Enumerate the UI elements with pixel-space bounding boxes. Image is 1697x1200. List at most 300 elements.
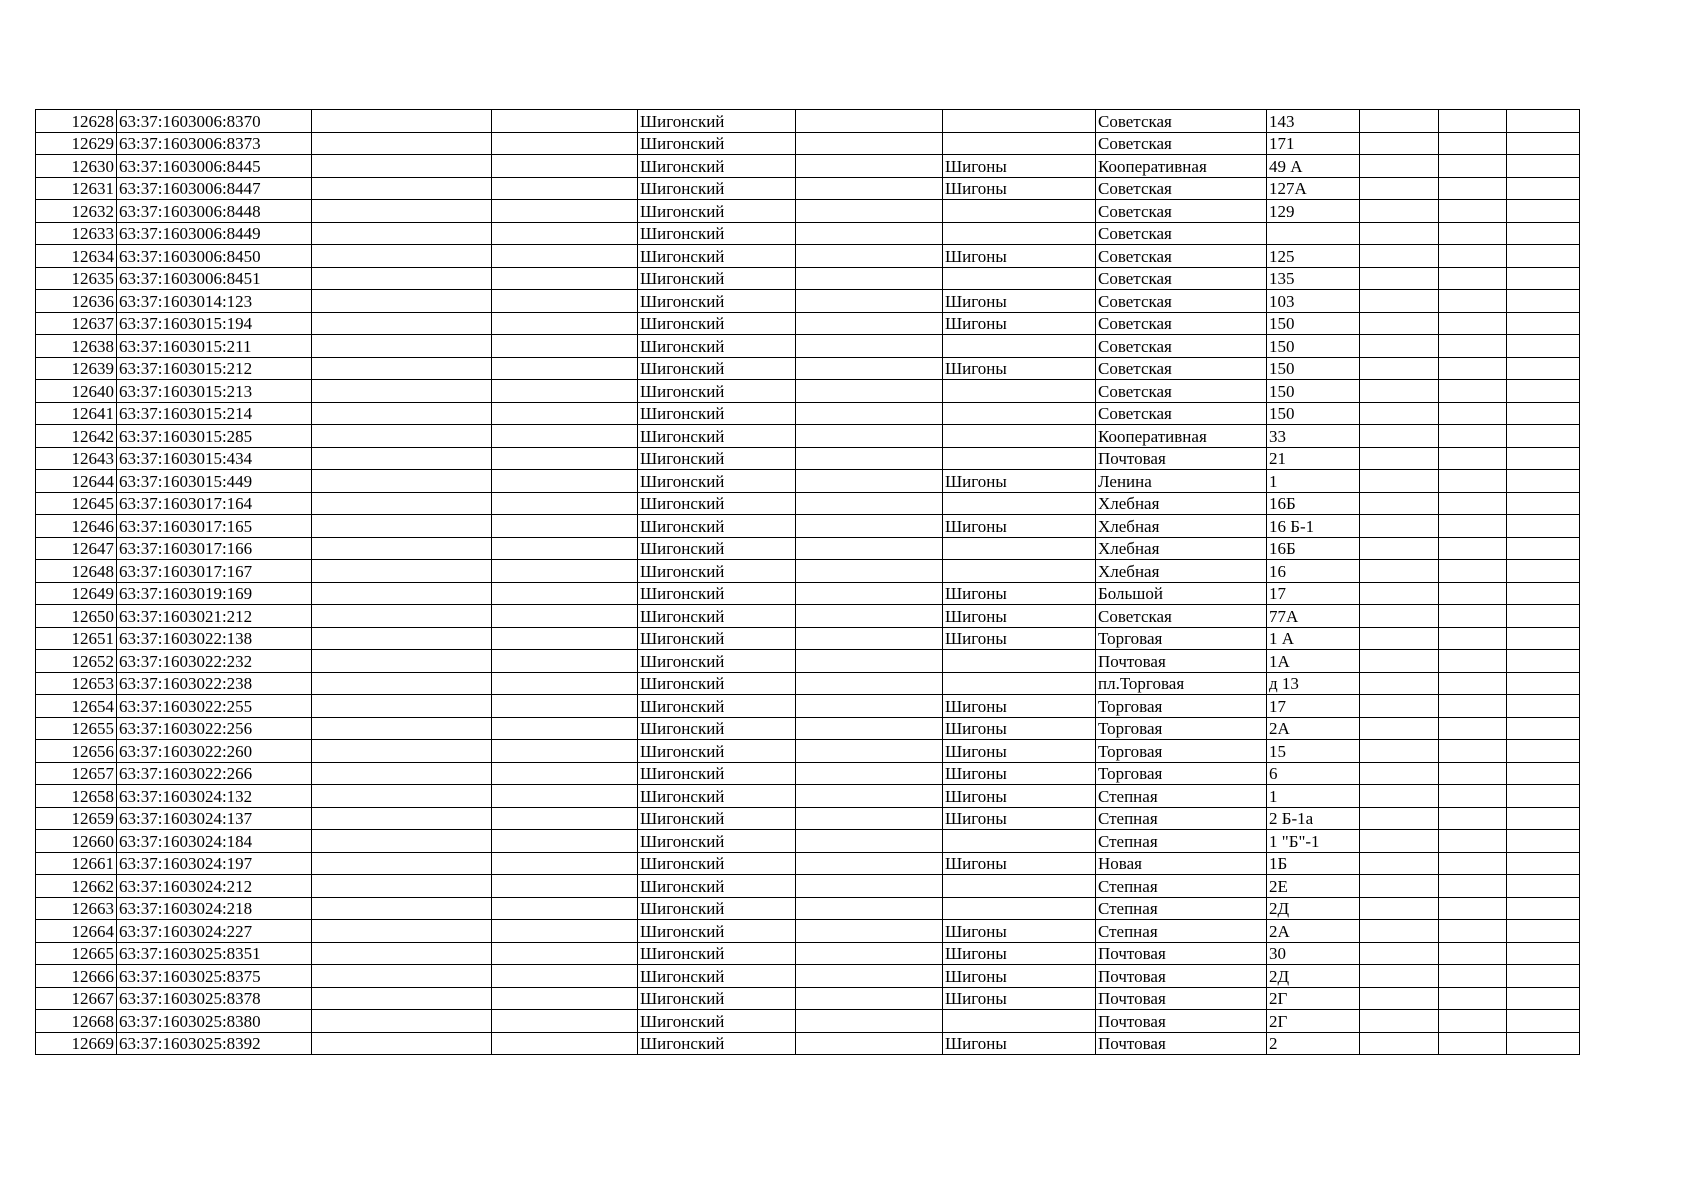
district-cell: Шигонский [638,1010,796,1033]
house-number-cell: 150 [1267,380,1360,403]
row-number-cell: 12662 [36,875,117,898]
cadastral-number-cell: 63:37:1603025:8380 [117,1010,312,1033]
blank-cell-4 [492,605,638,628]
locality-cell: Шигоны [943,155,1096,178]
blank-cell-12 [1507,942,1580,965]
table-row [36,470,1580,493]
cadastral-number-cell: 63:37:1603017:167 [117,560,312,583]
street-cell: Большой [1096,582,1267,605]
blank-cell-3 [312,627,492,650]
row-number-cell: 12644 [36,470,117,493]
table-row [36,132,1580,155]
blank-cell-11 [1439,447,1507,470]
house-number-cell: 16Б [1267,492,1360,515]
row-number-cell: 12663 [36,897,117,920]
locality-cell [943,560,1096,583]
cadastral-number-cell: 63:37:1603024:218 [117,897,312,920]
house-number-cell: 2Г [1267,1010,1360,1033]
cadastral-number-cell: 63:37:1603025:8375 [117,965,312,988]
house-number-cell: 2Е [1267,875,1360,898]
blank-cell-3 [312,807,492,830]
blank-cell-6 [796,492,943,515]
blank-cell-4 [492,695,638,718]
cadastral-number-cell: 63:37:1603024:184 [117,830,312,853]
district-cell: Шигонский [638,830,796,853]
blank-cell-6 [796,515,943,538]
table-row [36,942,1580,965]
district-cell: Шигонский [638,357,796,380]
locality-cell: Шигоны [943,627,1096,650]
blank-cell-4 [492,627,638,650]
blank-cell-6 [796,650,943,673]
house-number-cell: 150 [1267,402,1360,425]
district-cell: Шигонский [638,605,796,628]
house-number-cell: 2А [1267,920,1360,943]
row-number-cell: 12649 [36,582,117,605]
blank-cell-6 [796,695,943,718]
street-cell: Торговая [1096,762,1267,785]
locality-cell: Шигоны [943,177,1096,200]
cadastral-number-cell: 63:37:1603024:227 [117,920,312,943]
locality-cell [943,380,1096,403]
blank-cell-12 [1507,650,1580,673]
blank-cell-11 [1439,695,1507,718]
district-cell: Шигонский [638,875,796,898]
blank-cell-11 [1439,605,1507,628]
row-number-cell: 12629 [36,132,117,155]
house-number-cell: 150 [1267,312,1360,335]
blank-cell-10 [1360,785,1439,808]
row-number-cell: 12637 [36,312,117,335]
table-row [36,627,1580,650]
row-number-cell: 12646 [36,515,117,538]
cadastral-number-cell: 63:37:1603015:285 [117,425,312,448]
house-number-cell: д 13 [1267,672,1360,695]
blank-cell-4 [492,672,638,695]
blank-cell-3 [312,290,492,313]
blank-cell-12 [1507,290,1580,313]
cadastral-number-cell: 63:37:1603022:266 [117,762,312,785]
table-row [36,110,1580,133]
blank-cell-12 [1507,515,1580,538]
street-cell: Советская [1096,605,1267,628]
street-cell: Советская [1096,380,1267,403]
table-row [36,695,1580,718]
blank-cell-6 [796,717,943,740]
cadastral-number-cell: 63:37:1603015:449 [117,470,312,493]
blank-cell-12 [1507,762,1580,785]
district-cell: Шигонский [638,560,796,583]
blank-cell-3 [312,515,492,538]
district-cell: Шигонский [638,425,796,448]
district-cell: Шигонский [638,222,796,245]
street-cell: Советская [1096,357,1267,380]
cadastral-number-cell: 63:37:1603021:212 [117,605,312,628]
blank-cell-4 [492,762,638,785]
locality-cell [943,897,1096,920]
blank-cell-12 [1507,267,1580,290]
table-row [36,650,1580,673]
blank-cell-4 [492,807,638,830]
locality-cell: Шигоны [943,942,1096,965]
blank-cell-4 [492,830,638,853]
cadastral-number-cell: 63:37:1603015:212 [117,357,312,380]
blank-cell-11 [1439,492,1507,515]
locality-cell: Шигоны [943,807,1096,830]
street-cell: Торговая [1096,695,1267,718]
blank-cell-3 [312,650,492,673]
row-number-cell: 12643 [36,447,117,470]
locality-cell: Шигоны [943,965,1096,988]
blank-cell-4 [492,537,638,560]
blank-cell-11 [1439,875,1507,898]
blank-cell-11 [1439,785,1507,808]
blank-cell-3 [312,717,492,740]
table-row [36,785,1580,808]
district-cell: Шигонский [638,402,796,425]
table-row [36,582,1580,605]
blank-cell-3 [312,920,492,943]
blank-cell-4 [492,380,638,403]
row-number-cell: 12640 [36,380,117,403]
blank-cell-12 [1507,110,1580,133]
row-number-cell: 12651 [36,627,117,650]
blank-cell-3 [312,380,492,403]
blank-cell-4 [492,785,638,808]
street-cell: Новая [1096,852,1267,875]
blank-cell-10 [1360,357,1439,380]
blank-cell-10 [1360,875,1439,898]
blank-cell-3 [312,897,492,920]
cadastral-number-cell: 63:37:1603006:8447 [117,177,312,200]
blank-cell-6 [796,605,943,628]
blank-cell-3 [312,537,492,560]
house-number-cell: 150 [1267,335,1360,358]
blank-cell-6 [796,312,943,335]
blank-cell-3 [312,177,492,200]
table-row [36,1010,1580,1033]
blank-cell-4 [492,852,638,875]
street-cell: Советская [1096,290,1267,313]
street-cell: Степная [1096,897,1267,920]
district-cell: Шигонский [638,290,796,313]
blank-cell-10 [1360,110,1439,133]
cadastral-number-cell: 63:37:1603006:8451 [117,267,312,290]
blank-cell-10 [1360,290,1439,313]
locality-cell [943,1010,1096,1033]
locality-cell [943,110,1096,133]
blank-cell-3 [312,200,492,223]
cadastral-number-cell: 63:37:1603006:8448 [117,200,312,223]
locality-cell: Шигоны [943,762,1096,785]
blank-cell-12 [1507,492,1580,515]
house-number-cell: 49 А [1267,155,1360,178]
locality-cell: Шигоны [943,357,1096,380]
blank-cell-11 [1439,380,1507,403]
blank-cell-10 [1360,1032,1439,1055]
row-number-cell: 12635 [36,267,117,290]
blank-cell-4 [492,560,638,583]
street-cell: Степная [1096,785,1267,808]
house-number-cell: 2 Б-1а [1267,807,1360,830]
blank-cell-4 [492,987,638,1010]
district-cell: Шигонский [638,582,796,605]
table-row [36,312,1580,335]
street-cell: Ленина [1096,470,1267,493]
locality-cell: Шигоны [943,605,1096,628]
blank-cell-10 [1360,537,1439,560]
house-number-cell: 1Б [1267,852,1360,875]
blank-cell-6 [796,245,943,268]
row-number-cell: 12653 [36,672,117,695]
blank-cell-10 [1360,132,1439,155]
blank-cell-11 [1439,1032,1507,1055]
blank-cell-4 [492,582,638,605]
street-cell: Почтовая [1096,965,1267,988]
house-number-cell [1267,222,1360,245]
house-number-cell: 2 [1267,1032,1360,1055]
blank-cell-10 [1360,807,1439,830]
blank-cell-3 [312,830,492,853]
cadastral-number-cell: 63:37:1603019:169 [117,582,312,605]
blank-cell-4 [492,267,638,290]
blank-cell-6 [796,447,943,470]
house-number-cell: 135 [1267,267,1360,290]
blank-cell-11 [1439,402,1507,425]
table-row [36,762,1580,785]
street-cell: Советская [1096,110,1267,133]
blank-cell-6 [796,1032,943,1055]
blank-cell-3 [312,357,492,380]
cadastral-number-cell: 63:37:1603014:123 [117,290,312,313]
table-row [36,920,1580,943]
blank-cell-11 [1439,807,1507,830]
district-cell: Шигонский [638,177,796,200]
blank-cell-11 [1439,627,1507,650]
blank-cell-12 [1507,380,1580,403]
blank-cell-12 [1507,672,1580,695]
blank-cell-3 [312,222,492,245]
blank-cell-10 [1360,672,1439,695]
blank-cell-12 [1507,875,1580,898]
locality-cell: Шигоны [943,470,1096,493]
row-number-cell: 12634 [36,245,117,268]
blank-cell-10 [1360,830,1439,853]
street-cell: Советская [1096,132,1267,155]
cadastral-number-cell: 63:37:1603022:260 [117,740,312,763]
table-row [36,740,1580,763]
blank-cell-4 [492,335,638,358]
blank-cell-10 [1360,740,1439,763]
blank-cell-10 [1360,582,1439,605]
registry-table [35,109,1580,1055]
district-cell: Шигонский [638,965,796,988]
locality-cell: Шигоны [943,245,1096,268]
street-cell: Советская [1096,222,1267,245]
blank-cell-4 [492,447,638,470]
district-cell: Шигонский [638,200,796,223]
row-number-cell: 12652 [36,650,117,673]
locality-cell: Шигоны [943,582,1096,605]
table-row [36,897,1580,920]
blank-cell-3 [312,267,492,290]
row-number-cell: 12632 [36,200,117,223]
blank-cell-6 [796,402,943,425]
blank-cell-4 [492,245,638,268]
street-cell: Торговая [1096,740,1267,763]
table-row [36,425,1580,448]
blank-cell-11 [1439,357,1507,380]
house-number-cell: 127А [1267,177,1360,200]
blank-cell-10 [1360,515,1439,538]
blank-cell-12 [1507,245,1580,268]
blank-cell-11 [1439,290,1507,313]
house-number-cell: 2Д [1267,965,1360,988]
locality-cell [943,132,1096,155]
blank-cell-12 [1507,785,1580,808]
row-number-cell: 12665 [36,942,117,965]
district-cell: Шигонский [638,695,796,718]
row-number-cell: 12655 [36,717,117,740]
locality-cell [943,672,1096,695]
blank-cell-6 [796,740,943,763]
row-number-cell: 12660 [36,830,117,853]
street-cell: Почтовая [1096,447,1267,470]
blank-cell-11 [1439,110,1507,133]
locality-cell [943,492,1096,515]
blank-cell-4 [492,740,638,763]
blank-cell-6 [796,537,943,560]
locality-cell [943,402,1096,425]
table-row [36,222,1580,245]
blank-cell-6 [796,852,943,875]
house-number-cell: 2Г [1267,987,1360,1010]
blank-cell-12 [1507,222,1580,245]
district-cell: Шигонский [638,807,796,830]
district-cell: Шигонский [638,627,796,650]
street-cell: Почтовая [1096,942,1267,965]
locality-cell: Шигоны [943,717,1096,740]
blank-cell-6 [796,1010,943,1033]
house-number-cell: 103 [1267,290,1360,313]
house-number-cell: 150 [1267,357,1360,380]
cadastral-number-cell: 63:37:1603022:138 [117,627,312,650]
blank-cell-12 [1507,155,1580,178]
blank-cell-10 [1360,155,1439,178]
street-cell: Кооперативная [1096,155,1267,178]
table-row [36,830,1580,853]
blank-cell-11 [1439,335,1507,358]
street-cell: пл.Торговая [1096,672,1267,695]
blank-cell-10 [1360,425,1439,448]
street-cell: Торговая [1096,627,1267,650]
cadastral-number-cell: 63:37:1603006:8445 [117,155,312,178]
district-cell: Шигонский [638,920,796,943]
street-cell: Советская [1096,312,1267,335]
blank-cell-4 [492,492,638,515]
blank-cell-11 [1439,942,1507,965]
blank-cell-3 [312,110,492,133]
blank-cell-3 [312,1032,492,1055]
blank-cell-11 [1439,650,1507,673]
blank-cell-11 [1439,920,1507,943]
blank-cell-6 [796,222,943,245]
blank-cell-11 [1439,582,1507,605]
blank-cell-12 [1507,560,1580,583]
cadastral-number-cell: 63:37:1603022:256 [117,717,312,740]
table-row [36,965,1580,988]
locality-cell [943,875,1096,898]
blank-cell-6 [796,785,943,808]
street-cell: Советская [1096,245,1267,268]
blank-cell-4 [492,515,638,538]
blank-cell-6 [796,470,943,493]
row-number-cell: 12642 [36,425,117,448]
row-number-cell: 12650 [36,605,117,628]
cadastral-number-cell: 63:37:1603015:194 [117,312,312,335]
blank-cell-10 [1360,222,1439,245]
blank-cell-12 [1507,177,1580,200]
row-number-cell: 12664 [36,920,117,943]
district-cell: Шигонский [638,942,796,965]
blank-cell-10 [1360,920,1439,943]
blank-cell-10 [1360,942,1439,965]
blank-cell-6 [796,380,943,403]
blank-cell-10 [1360,852,1439,875]
row-number-cell: 12666 [36,965,117,988]
street-cell: Степная [1096,920,1267,943]
blank-cell-3 [312,740,492,763]
blank-cell-12 [1507,695,1580,718]
blank-cell-6 [796,672,943,695]
blank-cell-10 [1360,245,1439,268]
blank-cell-3 [312,1010,492,1033]
table-row [36,987,1580,1010]
blank-cell-11 [1439,852,1507,875]
locality-cell [943,425,1096,448]
district-cell: Шигонский [638,650,796,673]
table-row [36,245,1580,268]
row-number-cell: 12668 [36,1010,117,1033]
blank-cell-3 [312,672,492,695]
blank-cell-4 [492,942,638,965]
cadastral-number-cell: 63:37:1603022:232 [117,650,312,673]
locality-cell [943,650,1096,673]
street-cell: Кооперативная [1096,425,1267,448]
table-row [36,717,1580,740]
locality-cell: Шигоны [943,1032,1096,1055]
blank-cell-4 [492,290,638,313]
blank-cell-11 [1439,1010,1507,1033]
blank-cell-11 [1439,425,1507,448]
table-row [36,267,1580,290]
blank-cell-10 [1360,470,1439,493]
blank-cell-3 [312,605,492,628]
blank-cell-11 [1439,515,1507,538]
blank-cell-3 [312,785,492,808]
blank-cell-3 [312,425,492,448]
district-cell: Шигонский [638,537,796,560]
blank-cell-4 [492,222,638,245]
blank-cell-12 [1507,1032,1580,1055]
blank-cell-3 [312,695,492,718]
blank-cell-3 [312,447,492,470]
blank-cell-12 [1507,740,1580,763]
street-cell: Хлебная [1096,515,1267,538]
house-number-cell: 2Д [1267,897,1360,920]
house-number-cell: 33 [1267,425,1360,448]
table-row [36,852,1580,875]
